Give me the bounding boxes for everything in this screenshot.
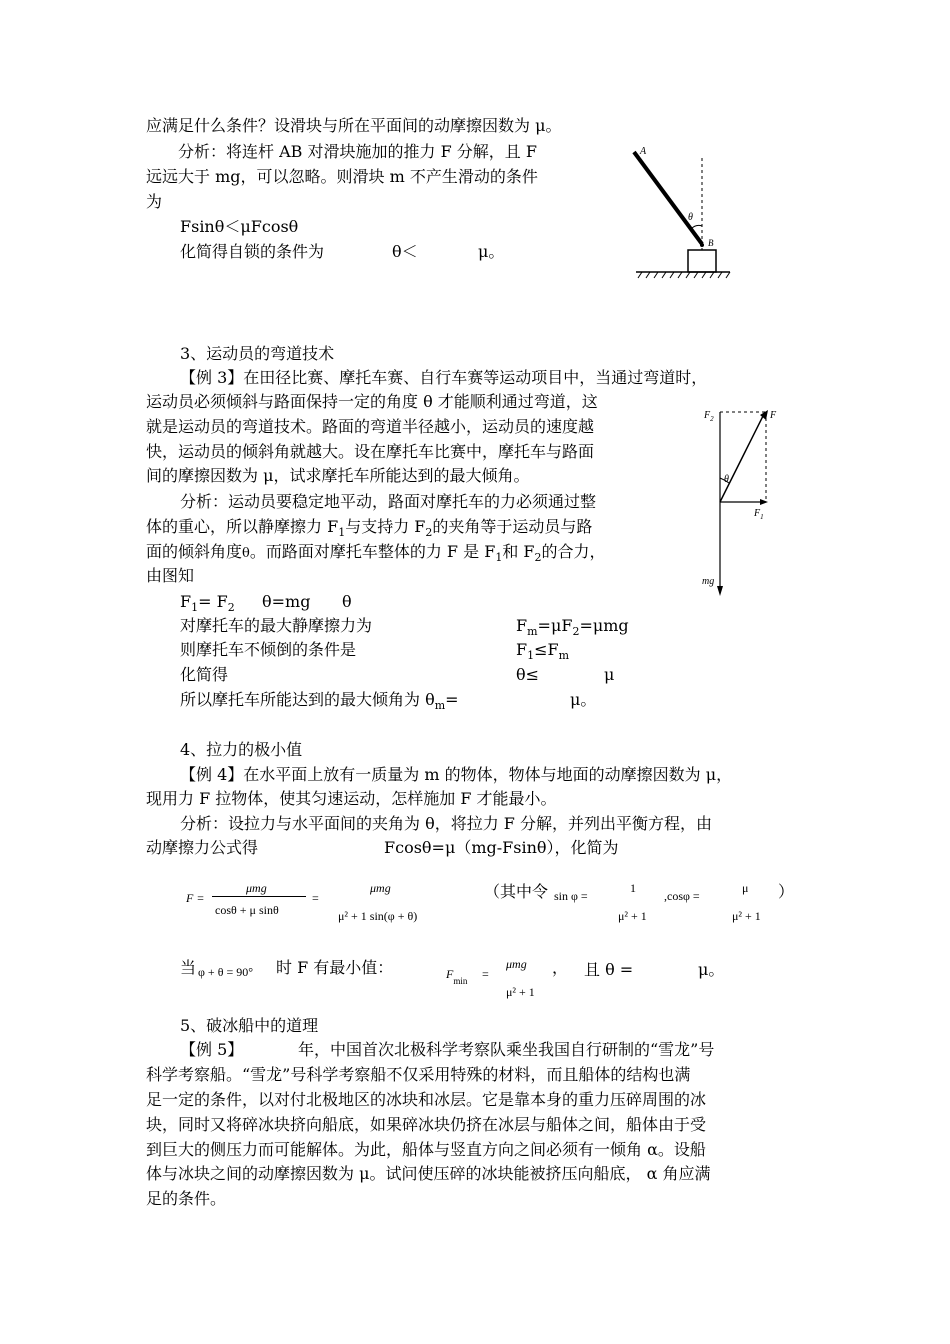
text-line: 动摩擦力公式得 bbox=[146, 838, 259, 857]
text-line: 足一定的条件，以对付北极地区的冰块和冰层。它是靠本身的重力压碎周围的冰 bbox=[146, 1090, 707, 1109]
equation: Fsinθ＜μFcosθ bbox=[180, 217, 299, 236]
section-title: 5、破冰船中的道理 bbox=[180, 1016, 319, 1035]
equation: μ。 bbox=[570, 690, 597, 709]
text-line: （其中令 bbox=[484, 882, 549, 901]
formula-F: F = bbox=[186, 891, 205, 905]
text-line: 对摩托车的最大静摩擦力为 bbox=[180, 616, 373, 635]
text-line: 现用力 F 拉物体，使其匀速运动，怎样施加 F 才能最小。 bbox=[146, 789, 557, 808]
fraction-denominator: μ² + 1 sin(φ + θ) bbox=[338, 909, 418, 923]
label-f2: $F_2$ bbox=[704, 410, 714, 423]
text-line: 分析：运动员要稳定地平动，路面对摩托车的力必须通过整 bbox=[180, 492, 597, 511]
fraction-numerator: 1 bbox=[630, 881, 636, 895]
text-line: 为 bbox=[146, 192, 163, 211]
formula-fmin: $F_{min}$ bbox=[446, 967, 468, 986]
text-line: 远远大于 mg，可以忽略。则滑块 m 不产生滑动的条件 bbox=[146, 167, 538, 186]
fraction-bar bbox=[212, 896, 306, 897]
formula-sin: sin φ = bbox=[554, 889, 588, 903]
equals-sign: = bbox=[312, 891, 319, 905]
text-line: 应满足什么条件？设滑块与所在平面间的动摩擦因数为 μ。 bbox=[146, 116, 562, 135]
fraction-denominator: μ² + 1 bbox=[618, 909, 647, 923]
section-title: 3、运动员的弯道技术 bbox=[180, 344, 335, 363]
label-theta: θ bbox=[688, 212, 693, 223]
text-line: 化简得 bbox=[180, 665, 229, 684]
equation: $F_1= F_2$ bbox=[180, 592, 235, 614]
section-title: 4、拉力的极小值 bbox=[180, 740, 303, 759]
text-line: 【例 5】 bbox=[180, 1040, 244, 1059]
equation: μ bbox=[604, 665, 615, 684]
text-line: 足的条件。 bbox=[146, 1189, 227, 1208]
text-line: 化简得自锁的条件为 bbox=[180, 242, 325, 261]
equals-sign: = bbox=[482, 967, 489, 981]
formula-cos: ,cosφ = bbox=[664, 889, 700, 903]
text-line: 到巨大的侧压力而可能解体。为此，船体与竖直方向之间必须有一倾角 α。设船 bbox=[146, 1140, 706, 1159]
label-a: A bbox=[640, 146, 647, 157]
equation: $F_m=\mu F_2=\mu mg$ bbox=[516, 616, 629, 638]
text-line: 【例 4】在水平面上放有一质量为 m 的物体，物体与地面的动摩擦因数为 μ， bbox=[180, 765, 733, 784]
fraction-denominator: μ² + 1 bbox=[506, 985, 535, 999]
fraction-numerator: μmg bbox=[370, 881, 391, 895]
text-line: 体的重心，所以静摩擦力 $F_1$与支持力 $F_2$的夹角等于运动员与路 bbox=[146, 517, 593, 539]
equation: $F_1\le F_m$ bbox=[516, 640, 570, 662]
text-line: 则摩托车不倾倒的条件是 bbox=[180, 640, 357, 659]
rod-block-figure bbox=[620, 138, 750, 288]
text-line: ， bbox=[552, 958, 569, 977]
fraction-numerator: μmg bbox=[246, 881, 267, 895]
text-line: 时 F 有最小值： bbox=[276, 958, 394, 977]
text-line: 当 bbox=[180, 958, 197, 977]
text-line: ） bbox=[778, 882, 795, 901]
text-line: 【例 3】在田径比赛、摩托车赛、自行车赛等运动项目中，当通过弯道时， bbox=[180, 368, 708, 387]
label-mg: mg bbox=[702, 576, 715, 587]
label-f: F bbox=[770, 410, 777, 421]
text-line: 间的摩擦因数为 μ，试求摩托车所能达到的最大倾角。 bbox=[146, 466, 530, 485]
force-diagram-figure bbox=[698, 402, 798, 602]
equation: θ≤ bbox=[516, 665, 540, 684]
label-f1: $F_1$ bbox=[754, 508, 764, 521]
fraction-numerator: μmg bbox=[506, 957, 527, 971]
fraction-numerator: μ bbox=[742, 881, 749, 895]
fraction-denominator: μ² + 1 bbox=[732, 909, 761, 923]
equation: θ＜ bbox=[392, 242, 418, 261]
fraction-denominator: cosθ + μ sinθ bbox=[215, 903, 279, 917]
equation: Fcosθ=μ（mg-Fsinθ），化简为 bbox=[384, 838, 619, 857]
formula-condition: φ + θ = 90° bbox=[198, 965, 254, 979]
text-line: 且 θ = bbox=[584, 960, 634, 979]
text-line: 面的倾斜角度θ。而路面对摩托车整体的力 F 是 $F_1$和 $F_2$的合力， bbox=[146, 542, 606, 564]
text-line: 科学考察船。“雪龙”号科学考察船不仅采用特殊的材料，而且船体的结构也满 bbox=[146, 1065, 691, 1084]
text-line: 块，同时又将碎冰块挤向船底，如果碎冰块仍挤在冰层与船体之间，船体由于受 bbox=[146, 1115, 707, 1134]
label-b: B bbox=[708, 238, 714, 248]
text-line: 由图知 bbox=[146, 566, 195, 585]
text-line: 所以摩托车所能达到的最大倾角为 $\theta_m=$ bbox=[180, 690, 459, 712]
equation: μ。 bbox=[698, 960, 725, 979]
equation: μ。 bbox=[478, 242, 505, 261]
text-line: 就是运动员的弯道技术。路面的弯道半径越小，运动员的速度越 bbox=[146, 417, 595, 436]
text-line: 分析：将连杆 AB 对滑块施加的推力 F 分解，且 F bbox=[178, 142, 537, 161]
equation: θ bbox=[342, 592, 352, 611]
text-line: 运动员必须倾斜与路面保持一定的角度 θ 才能顺利通过弯道，这 bbox=[146, 392, 598, 411]
text-line: 分析：设拉力与水平面间的夹角为 θ，将拉力 F 分解，并列出平衡方程，由 bbox=[180, 814, 712, 833]
text-line: 体与冰块之间的动摩擦因数为 μ。试问使压碎的冰块能被挤压向船底， α 角应满 bbox=[146, 1164, 711, 1183]
text-line: 年，中国首次北极科学考察队乘坐我国自行研制的“雪龙”号 bbox=[298, 1040, 715, 1059]
text-line: 快，运动员的倾斜角就越大。设在摩托车比赛中，摩托车与路面 bbox=[146, 442, 595, 461]
equation: θ=mg bbox=[262, 592, 311, 611]
label-theta: θ bbox=[724, 474, 729, 485]
